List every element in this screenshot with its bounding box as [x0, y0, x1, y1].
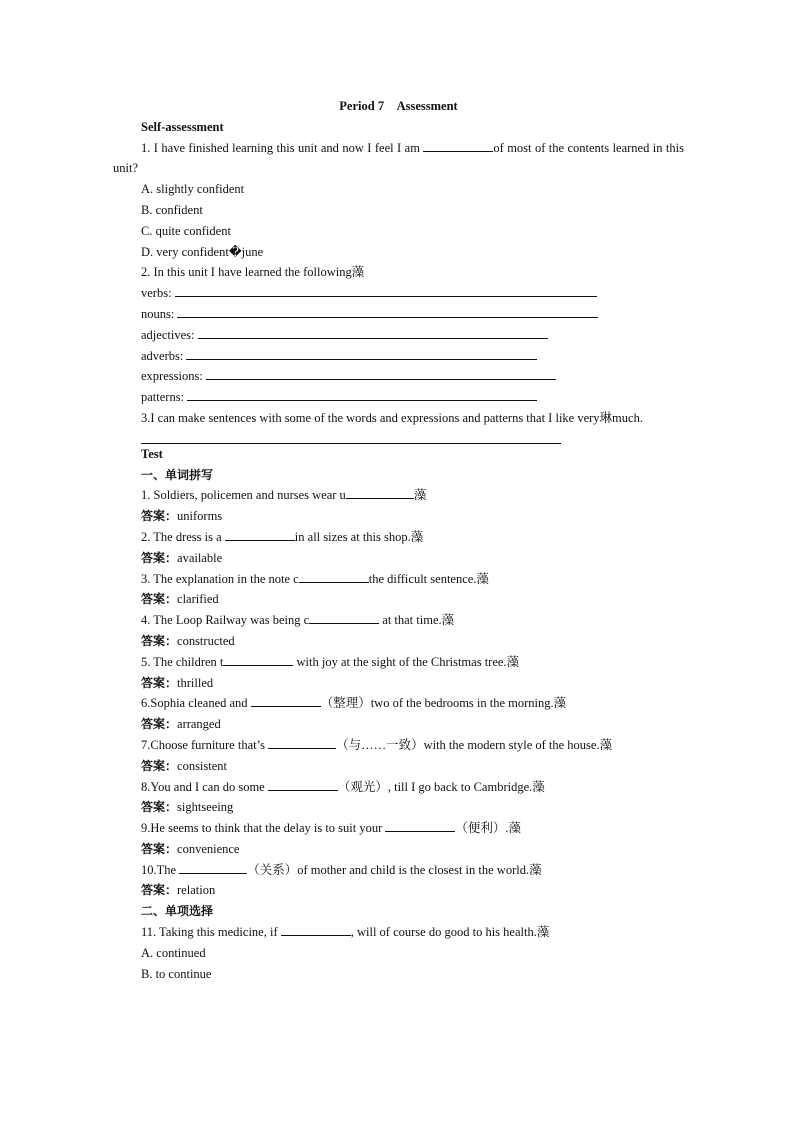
item-pre: 4. The Loop Railway was being c [141, 613, 310, 628]
item-pre: 6.Sophia cleaned and [141, 696, 251, 711]
item-2 [113, 527, 684, 548]
answer-label: 答案： [141, 509, 178, 524]
item-6 [113, 693, 684, 714]
answer-7 [113, 756, 684, 777]
answer-label: 答案： [141, 800, 178, 815]
q1-option-d: D. very confident�june [141, 244, 264, 259]
item-3 [113, 569, 684, 590]
item-blank [299, 570, 369, 583]
item-4 [113, 610, 684, 631]
item-blank [346, 486, 414, 499]
item-1 [113, 485, 684, 506]
q2-field-verbs [113, 283, 684, 304]
item-post: in all sizes at this shop.藻 [294, 529, 424, 544]
item-post: （观光）, till I go back to Cambridge.藻 [337, 779, 545, 794]
q1-option-b: B. confident [141, 202, 203, 217]
q2-field-label: adverbs: [141, 348, 187, 363]
answer-label: 答案： [141, 675, 178, 690]
item-post: at that time.藻 [379, 613, 455, 628]
answer-6 [113, 714, 684, 735]
item-pre: 11. Taking this medicine, if [141, 925, 281, 940]
item-post: , will of course do good to his health.藻 [350, 925, 550, 940]
answer-value: constructed [177, 633, 235, 648]
item-blank [268, 736, 336, 749]
item-7 [113, 735, 684, 756]
q2-field-label: verbs: [141, 286, 175, 301]
answer-value: uniforms [177, 509, 223, 524]
item-blank [385, 819, 455, 832]
answer-label: 答案： [141, 550, 178, 565]
answer-label: 答案： [141, 841, 178, 856]
item-pre: 5. The children t [141, 654, 224, 669]
self-assessment-q1 [113, 138, 684, 180]
q1-blank [423, 139, 493, 152]
item-blank [251, 694, 321, 707]
answer-label: 答案： [141, 717, 178, 732]
answer-label: 答案： [141, 592, 178, 607]
answer-label: 答案： [141, 883, 178, 898]
q11-option-b: B. to continue [141, 966, 212, 981]
item-post: with joy at the sight of the Christmas tree.藻 [293, 654, 520, 669]
document-content [113, 96, 684, 984]
q1-text-after: of most of the contents learned in this unit? [113, 140, 684, 176]
answer-value: thrilled [177, 675, 214, 690]
item-pre: 8.You and I can do some [141, 779, 268, 794]
item-blank [268, 778, 338, 791]
item-10 [113, 860, 684, 881]
q2-field-line [186, 347, 537, 360]
item-pre: 10.The [141, 862, 180, 877]
answer-5 [113, 673, 684, 694]
item-pre: 1. Soldiers, policemen and nurses wear u [141, 488, 346, 503]
answer-10 [113, 880, 684, 901]
answer-8 [113, 797, 684, 818]
item-pre: 3. The explanation in the note c [141, 571, 299, 586]
answer-value: available [177, 550, 223, 565]
item-5 [113, 652, 684, 673]
item-blank [223, 653, 293, 666]
item-8 [113, 777, 684, 798]
q3-answer-line [141, 429, 561, 444]
self-assessment-q2: 2. In this unit I have learned the following藻 [141, 265, 365, 280]
answer-3 [113, 589, 684, 610]
answer-2 [113, 548, 684, 569]
q2-field-line [187, 388, 537, 401]
answer-value: convenience [177, 841, 240, 856]
item-post: （关系）of mother and child is the closest in the world.藻 [247, 862, 542, 877]
section-2-heading: 二、单项选择 [141, 904, 214, 919]
q2-field-line [177, 305, 598, 318]
item-blank [179, 861, 247, 874]
q2-field-label: nouns: [141, 306, 178, 321]
q2-field-nouns [113, 304, 684, 325]
spelling-items [113, 485, 684, 901]
q3-text: 3.I can make sentences with some of the words and expressions and patterns that I like very琳much. [141, 410, 643, 425]
answer-label: 答案： [141, 758, 178, 773]
self-assessment-heading: Self-assessment [141, 119, 224, 134]
q1-text-before: 1. I have finished learning this unit and now I feel I am [141, 140, 424, 155]
item-pre: 7.Choose furniture that’s [141, 737, 269, 752]
self-assessment-q3 [113, 408, 684, 429]
answer-label: 答案： [141, 633, 178, 648]
item-11 [113, 922, 684, 943]
answer-9 [113, 839, 684, 860]
q2-field-expressions [113, 366, 684, 387]
q2-field-label: adjectives: [141, 327, 198, 342]
answer-value: clarified [177, 592, 219, 607]
item-post: （与……一致）with the modern style of the house.藻 [336, 737, 613, 752]
page-title: Period 7 Assessment [339, 99, 458, 113]
answer-4 [113, 631, 684, 652]
item-blank [281, 923, 351, 936]
item-blank [225, 528, 295, 541]
item-post: 藻 [413, 488, 427, 503]
q2-field-line [206, 367, 556, 380]
q11-option-a: A. continued [141, 945, 206, 960]
q1-option-c: C. quite confident [141, 223, 231, 238]
q1-option-a: A. slightly confident [141, 182, 245, 197]
q2-field-line [175, 284, 597, 297]
answer-value: relation [177, 883, 216, 898]
answer-value: consistent [177, 758, 228, 773]
answer-value: arranged [177, 717, 221, 732]
item-post: （整理）two of the bedrooms in the morning.藻 [320, 696, 567, 711]
section-1-heading: 一、单词拼写 [141, 467, 214, 482]
item-blank [309, 611, 379, 624]
q2-field-label: expressions: [141, 369, 206, 384]
item-post: （便利）.藻 [455, 821, 522, 836]
q2-field-adverbs [113, 346, 684, 367]
q2-field-line [198, 326, 548, 339]
q2-field-adjectives [113, 325, 684, 346]
answer-value: sightseeing [177, 800, 234, 815]
item-9 [113, 818, 684, 839]
q2-field-patterns [113, 387, 684, 408]
q2-field-label: patterns: [141, 390, 188, 405]
item-pre: 9.He seems to think that the delay is to suit your [141, 821, 386, 836]
answer-1 [113, 506, 684, 527]
item-pre: 2. The dress is a [141, 529, 225, 544]
item-post: the difficult sentence.藻 [368, 571, 489, 586]
test-heading: Test [141, 446, 163, 461]
